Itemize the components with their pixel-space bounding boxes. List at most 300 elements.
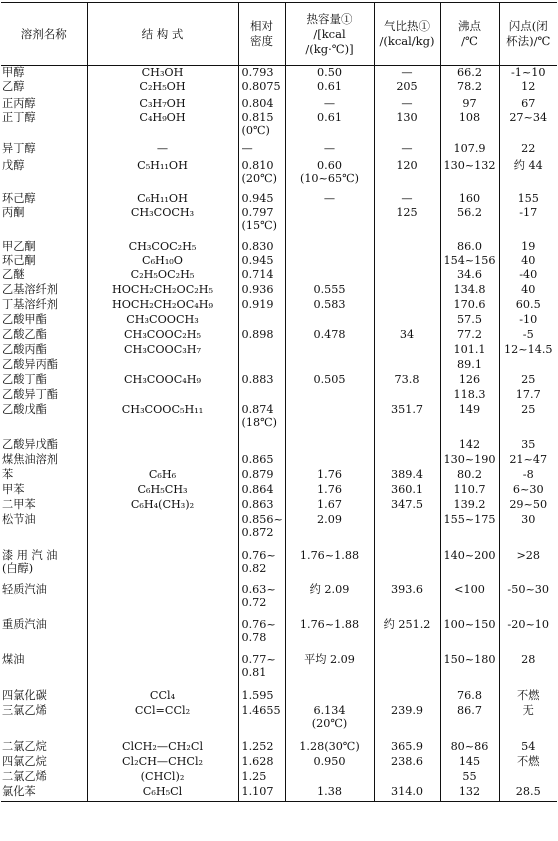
- cell-boiling-point: 170.6: [440, 298, 499, 313]
- cell-boiling-point: 155~175: [440, 513, 499, 549]
- cell-boiling-point: 139.2: [440, 498, 499, 513]
- cell-relative-density: 0.898: [238, 328, 285, 343]
- cell-vapor-specific-heat: 34: [374, 328, 440, 343]
- cell-flash-point: [499, 770, 557, 785]
- table-row: [1, 298, 557, 313]
- cell-vapor-specific-heat: 205: [374, 80, 440, 97]
- table-row: [1, 689, 557, 704]
- cell-heat-capacity: 1.76~1.88: [285, 618, 374, 653]
- cell-solvent-name: 异丁醇: [2, 141, 36, 155]
- cell-relative-density: 0.856~ 0.872: [238, 513, 285, 549]
- cell-boiling-point: 78.2: [440, 80, 499, 97]
- cell-boiling-point: <100: [440, 583, 499, 618]
- solvent-property-table-page: [1, 2, 557, 836]
- cell-boiling-point: 107.9: [440, 142, 499, 159]
- header-boiling-point: 沸点 /℃: [440, 3, 499, 66]
- cell-solvent-name: 戊醇: [2, 158, 25, 172]
- table-row: [1, 142, 557, 159]
- cell-boiling-point: 77.2: [440, 328, 499, 343]
- table-row: [1, 549, 557, 583]
- cell-boiling-point: 150~180: [440, 653, 499, 689]
- header-structural-formula: 结 构 式: [87, 3, 238, 66]
- cell-solvent-name: 乙酸异丁酯: [2, 387, 58, 401]
- cell-relative-density: 0.879: [238, 468, 285, 483]
- cell-heat-capacity: 平均 2.09: [285, 653, 374, 689]
- cell-boiling-point: 126: [440, 373, 499, 388]
- table-row: [1, 388, 557, 403]
- cell-structural-formula: HOCH₂CH₂OC₄H₉: [87, 298, 238, 313]
- table-row: [1, 704, 557, 740]
- cell-relative-density: 0.815 (0℃): [238, 111, 285, 142]
- table-row: [1, 111, 557, 142]
- cell-solvent-name: 四氯化碳: [2, 688, 47, 702]
- cell-flash-point: 约 44: [499, 159, 557, 192]
- cell-heat-capacity: 0.505: [285, 373, 374, 388]
- cell-vapor-specific-heat: 393.6: [374, 583, 440, 618]
- table-row: [1, 66, 557, 80]
- cell-relative-density: 0.63~ 0.72: [238, 583, 285, 618]
- cell-structural-formula: [87, 453, 238, 468]
- cell-structural-formula: C₆H₅Cl: [87, 785, 238, 802]
- table-row: [1, 268, 557, 283]
- cell-structural-formula: C₆H₅CH₃: [87, 483, 238, 498]
- cell-boiling-point: 34.6: [440, 268, 499, 283]
- cell-solvent-name: 甲苯: [2, 482, 25, 496]
- cell-solvent-name: 苯: [2, 467, 14, 481]
- cell-heat-capacity: [285, 268, 374, 283]
- cell-vapor-specific-heat: [374, 770, 440, 785]
- cell-flash-point: 28: [499, 653, 557, 689]
- table-row: [1, 373, 557, 388]
- cell-flash-point: 12: [499, 80, 557, 97]
- cell-flash-point: -17: [499, 206, 557, 240]
- cell-vapor-specific-heat: [374, 298, 440, 313]
- cell-heat-capacity: [285, 358, 374, 373]
- cell-relative-density: 1.628: [238, 755, 285, 770]
- cell-vapor-specific-heat: 约 251.2: [374, 618, 440, 653]
- cell-heat-capacity: [285, 689, 374, 704]
- cell-heat-capacity: —: [285, 142, 374, 159]
- cell-flash-point: 35: [499, 438, 557, 453]
- cell-structural-formula: [87, 388, 238, 403]
- cell-flash-point: 22: [499, 142, 557, 159]
- header-vapor-specific-heat: 气比热① /(kcal/kg): [374, 3, 440, 66]
- cell-structural-formula: Cl₂CH—CHCl₂: [87, 755, 238, 770]
- cell-structural-formula: C₄H₉OH: [87, 111, 238, 142]
- cell-relative-density: [238, 313, 285, 328]
- cell-vapor-specific-heat: —: [374, 66, 440, 80]
- cell-boiling-point: 56.2: [440, 206, 499, 240]
- cell-structural-formula: CH₃COOC₄H₉: [87, 373, 238, 388]
- cell-boiling-point: 86.7: [440, 704, 499, 740]
- cell-vapor-specific-heat: 314.0: [374, 785, 440, 802]
- cell-solvent-name: 乙酸戊酯: [2, 402, 47, 416]
- cell-relative-density: 0.830: [238, 240, 285, 254]
- header-relative-density: 相对 密度: [238, 3, 285, 66]
- cell-flash-point: 12~14.5: [499, 343, 557, 358]
- cell-solvent-name: 乙酸异戊酯: [2, 437, 58, 451]
- cell-flash-point: -40: [499, 268, 557, 283]
- cell-boiling-point: 57.5: [440, 313, 499, 328]
- cell-structural-formula: C₃H₇OH: [87, 97, 238, 111]
- cell-heat-capacity: 1.38: [285, 785, 374, 802]
- cell-vapor-specific-heat: [374, 653, 440, 689]
- cell-relative-density: [238, 388, 285, 403]
- cell-boiling-point: 118.3: [440, 388, 499, 403]
- cell-flash-point: 28.5: [499, 785, 557, 802]
- cell-relative-density: 0.76~ 0.78: [238, 618, 285, 653]
- cell-solvent-name: 乙酸丙酯: [2, 342, 47, 356]
- cell-flash-point: -10: [499, 313, 557, 328]
- table-row: [1, 438, 557, 453]
- cell-flash-point: 6~30: [499, 483, 557, 498]
- cell-structural-formula: [87, 358, 238, 373]
- header-heat-capacity: 热容量① /[kcal /(kg·℃)]: [285, 3, 374, 66]
- cell-solvent-name: 丙酮: [2, 205, 25, 219]
- cell-structural-formula: C₂H₅OH: [87, 80, 238, 97]
- cell-relative-density: 0.864: [238, 483, 285, 498]
- table-row: [1, 254, 557, 268]
- cell-boiling-point: 154~156: [440, 254, 499, 268]
- cell-flash-point: >28: [499, 549, 557, 583]
- cell-solvent-name: 乙醇: [2, 79, 25, 93]
- cell-relative-density: 0.77~ 0.81: [238, 653, 285, 689]
- cell-heat-capacity: [285, 770, 374, 785]
- cell-vapor-specific-heat: —: [374, 97, 440, 111]
- cell-structural-formula: [87, 618, 238, 653]
- cell-solvent-name: 煤油: [2, 652, 25, 666]
- cell-boiling-point: 89.1: [440, 358, 499, 373]
- cell-relative-density: 0.804: [238, 97, 285, 111]
- cell-vapor-specific-heat: [374, 283, 440, 298]
- cell-solvent-name: 煤焦油溶剂: [2, 452, 58, 466]
- cell-vapor-specific-heat: 238.6: [374, 755, 440, 770]
- cell-vapor-specific-heat: 125: [374, 206, 440, 240]
- table-row: [1, 343, 557, 358]
- cell-relative-density: 0.714: [238, 268, 285, 283]
- cell-relative-density: 0.76~ 0.82: [238, 549, 285, 583]
- cell-relative-density: 0.919: [238, 298, 285, 313]
- cell-solvent-name: 乙酸异丙酯: [2, 357, 58, 371]
- table-row: [1, 403, 557, 438]
- cell-solvent-name: 三氯乙烯: [2, 703, 47, 717]
- cell-heat-capacity: 0.555: [285, 283, 374, 298]
- cell-boiling-point: 66.2: [440, 66, 499, 80]
- cell-structural-formula: CH₃COOCH₃: [87, 313, 238, 328]
- cell-heat-capacity: 0.583: [285, 298, 374, 313]
- cell-heat-capacity: —: [285, 192, 374, 206]
- cell-vapor-specific-heat: [374, 254, 440, 268]
- cell-structural-formula: CCl=CCl₂: [87, 704, 238, 740]
- cell-solvent-name: 漆 用 汽 油 (白醇): [2, 548, 58, 576]
- cell-structural-formula: CH₃COOC₂H₅: [87, 328, 238, 343]
- table-row: [1, 206, 557, 240]
- cell-flash-point: 40: [499, 254, 557, 268]
- cell-flash-point: 25: [499, 403, 557, 438]
- cell-vapor-specific-heat: 351.7: [374, 403, 440, 438]
- cell-structural-formula: [87, 549, 238, 583]
- table-row: [1, 653, 557, 689]
- table-body: [1, 66, 557, 802]
- cell-heat-capacity: [285, 240, 374, 254]
- cell-boiling-point: 134.8: [440, 283, 499, 298]
- cell-boiling-point: 97: [440, 97, 499, 111]
- table-row: [1, 192, 557, 206]
- cell-solvent-name: 乙基溶纤剂: [2, 282, 58, 296]
- table-row: [1, 483, 557, 498]
- cell-heat-capacity: 0.950: [285, 755, 374, 770]
- table-row: [1, 313, 557, 328]
- table-row: [1, 498, 557, 513]
- cell-boiling-point: 145: [440, 755, 499, 770]
- table-row: [1, 785, 557, 802]
- cell-solvent-name: 二氯乙烷: [2, 739, 47, 753]
- table-row: [1, 740, 557, 755]
- cell-solvent-name: 乙醚: [2, 267, 25, 281]
- cell-solvent-name: 甲醇: [2, 66, 25, 79]
- table-row: [1, 513, 557, 549]
- cell-structural-formula: CH₃COC₂H₅: [87, 240, 238, 254]
- cell-flash-point: -1~10: [499, 66, 557, 80]
- cell-boiling-point: 130~190: [440, 453, 499, 468]
- cell-vapor-specific-heat: —: [374, 142, 440, 159]
- cell-structural-formula: HOCH₂CH₂OC₂H₅: [87, 283, 238, 298]
- cell-flash-point: 155: [499, 192, 557, 206]
- cell-structural-formula: [87, 513, 238, 549]
- cell-heat-capacity: 1.76~1.88: [285, 549, 374, 583]
- header-flash-point: 闪点(闭 杯法)/℃: [499, 3, 557, 66]
- cell-vapor-specific-heat: [374, 513, 440, 549]
- cell-flash-point: 不燃: [499, 755, 557, 770]
- cell-structural-formula: [87, 653, 238, 689]
- cell-boiling-point: 55: [440, 770, 499, 785]
- cell-flash-point: 60.5: [499, 298, 557, 313]
- table-row: [1, 283, 557, 298]
- cell-flash-point: 21~47: [499, 453, 557, 468]
- cell-heat-capacity: 0.478: [285, 328, 374, 343]
- cell-boiling-point: 100~150: [440, 618, 499, 653]
- cell-boiling-point: 76.8: [440, 689, 499, 704]
- cell-heat-capacity: [285, 388, 374, 403]
- cell-relative-density: [238, 343, 285, 358]
- cell-vapor-specific-heat: 365.9: [374, 740, 440, 755]
- cell-solvent-name: 甲乙酮: [2, 239, 36, 253]
- cell-flash-point: 17.7: [499, 388, 557, 403]
- cell-solvent-name: 重质汽油: [2, 617, 47, 631]
- table-row: [1, 240, 557, 254]
- cell-vapor-specific-heat: [374, 388, 440, 403]
- table-row: [1, 328, 557, 343]
- cell-structural-formula: C₆H₁₁OH: [87, 192, 238, 206]
- cell-structural-formula: CCl₄: [87, 689, 238, 704]
- cell-boiling-point: 149: [440, 403, 499, 438]
- cell-solvent-name: 丁基溶纤剂: [2, 297, 58, 311]
- cell-boiling-point: 108: [440, 111, 499, 142]
- cell-structural-formula: C₂H₅OC₂H₅: [87, 268, 238, 283]
- cell-vapor-specific-heat: [374, 313, 440, 328]
- cell-solvent-name: 二甲苯: [2, 497, 36, 511]
- cell-solvent-name: 松节油: [2, 512, 36, 526]
- cell-vapor-specific-heat: 73.8: [374, 373, 440, 388]
- cell-flash-point: 不燃: [499, 689, 557, 704]
- cell-structural-formula: C₆H₁₀O: [87, 254, 238, 268]
- cell-relative-density: 0.874 (18℃): [238, 403, 285, 438]
- cell-heat-capacity: [285, 254, 374, 268]
- cell-solvent-name: 正丁醇: [2, 110, 36, 124]
- cell-vapor-specific-heat: 130: [374, 111, 440, 142]
- cell-relative-density: —: [238, 142, 285, 159]
- cell-flash-point: 19: [499, 240, 557, 254]
- cell-relative-density: 0.797 (15℃): [238, 206, 285, 240]
- table-row: [1, 770, 557, 785]
- cell-heat-capacity: [285, 403, 374, 438]
- cell-structural-formula: C₆H₆: [87, 468, 238, 483]
- cell-flash-point: 40: [499, 283, 557, 298]
- cell-heat-capacity: [285, 438, 374, 453]
- cell-relative-density: 0.945: [238, 254, 285, 268]
- cell-boiling-point: 142: [440, 438, 499, 453]
- cell-vapor-specific-heat: [374, 549, 440, 583]
- cell-vapor-specific-heat: 120: [374, 159, 440, 192]
- cell-structural-formula: [87, 583, 238, 618]
- cell-heat-capacity: 约 2.09: [285, 583, 374, 618]
- cell-structural-formula: —: [87, 142, 238, 159]
- cell-structural-formula: C₅H₁₁OH: [87, 159, 238, 192]
- table-row: [1, 755, 557, 770]
- cell-structural-formula: CH₃COOC₃H₇: [87, 343, 238, 358]
- cell-relative-density: 0.810 (20℃): [238, 159, 285, 192]
- cell-relative-density: 0.945: [238, 192, 285, 206]
- cell-vapor-specific-heat: [374, 343, 440, 358]
- cell-flash-point: 无: [499, 704, 557, 740]
- table-row: [1, 618, 557, 653]
- cell-heat-capacity: [285, 313, 374, 328]
- cell-flash-point: 29~50: [499, 498, 557, 513]
- table-row: [1, 80, 557, 97]
- cell-flash-point: [499, 358, 557, 373]
- table-row: [1, 358, 557, 373]
- cell-structural-formula: [87, 438, 238, 453]
- cell-vapor-specific-heat: 389.4: [374, 468, 440, 483]
- cell-structural-formula: (CHCl)₂: [87, 770, 238, 785]
- cell-vapor-specific-heat: [374, 240, 440, 254]
- cell-relative-density: 1.595: [238, 689, 285, 704]
- cell-flash-point: -5: [499, 328, 557, 343]
- cell-relative-density: 1.4655: [238, 704, 285, 740]
- cell-relative-density: 0.8075: [238, 80, 285, 97]
- cell-heat-capacity: 1.67: [285, 498, 374, 513]
- cell-flash-point: -8: [499, 468, 557, 483]
- cell-flash-point: 27~34: [499, 111, 557, 142]
- cell-heat-capacity: 0.50: [285, 66, 374, 80]
- header-solvent-name: 溶剂名称: [1, 3, 87, 66]
- cell-structural-formula: CH₃OH: [87, 66, 238, 80]
- cell-boiling-point: 86.0: [440, 240, 499, 254]
- cell-heat-capacity: 0.61: [285, 80, 374, 97]
- cell-solvent-name: 环己酮: [2, 253, 36, 267]
- table-row: [1, 583, 557, 618]
- cell-structural-formula: CH₃COCH₃: [87, 206, 238, 240]
- cell-boiling-point: 160: [440, 192, 499, 206]
- cell-boiling-point: 110.7: [440, 483, 499, 498]
- table-row: [1, 97, 557, 111]
- cell-relative-density: 1.25: [238, 770, 285, 785]
- cell-solvent-name: 二氯乙烯: [2, 769, 47, 783]
- cell-relative-density: 1.107: [238, 785, 285, 802]
- cell-vapor-specific-heat: [374, 358, 440, 373]
- cell-solvent-name: 氯化苯: [1, 785, 87, 802]
- header-row: [1, 3, 557, 66]
- solvent-property-table: [1, 2, 557, 802]
- cell-vapor-specific-heat: 347.5: [374, 498, 440, 513]
- cell-flash-point: 67: [499, 97, 557, 111]
- cell-relative-density: 1.252: [238, 740, 285, 755]
- cell-solvent-name: 乙酸乙酯: [2, 327, 47, 341]
- table-header: [1, 3, 557, 66]
- cell-boiling-point: 140~200: [440, 549, 499, 583]
- cell-boiling-point: 101.1: [440, 343, 499, 358]
- cell-relative-density: 0.883: [238, 373, 285, 388]
- cell-relative-density: 0.863: [238, 498, 285, 513]
- cell-boiling-point: 80.2: [440, 468, 499, 483]
- cell-boiling-point: 130~132: [440, 159, 499, 192]
- cell-vapor-specific-heat: 239.9: [374, 704, 440, 740]
- cell-flash-point: 30: [499, 513, 557, 549]
- cell-heat-capacity: 1.28(30℃): [285, 740, 374, 755]
- cell-solvent-name: 乙酸丁酯: [2, 372, 47, 386]
- cell-heat-capacity: 0.61: [285, 111, 374, 142]
- cell-flash-point: -50~30: [499, 583, 557, 618]
- cell-boiling-point: 80~86: [440, 740, 499, 755]
- cell-vapor-specific-heat: [374, 438, 440, 453]
- cell-heat-capacity: 0.60 (10~65℃): [285, 159, 374, 192]
- cell-relative-density: 0.936: [238, 283, 285, 298]
- cell-flash-point: 25: [499, 373, 557, 388]
- cell-flash-point: -20~10: [499, 618, 557, 653]
- cell-vapor-specific-heat: [374, 453, 440, 468]
- cell-heat-capacity: —: [285, 97, 374, 111]
- cell-relative-density: 0.865: [238, 453, 285, 468]
- cell-heat-capacity: [285, 343, 374, 358]
- cell-heat-capacity: 1.76: [285, 483, 374, 498]
- cell-structural-formula: ClCH₂—CH₂Cl: [87, 740, 238, 755]
- cell-solvent-name: 正丙醇: [2, 96, 36, 110]
- cell-relative-density: [238, 438, 285, 453]
- cell-relative-density: [238, 358, 285, 373]
- cell-structural-formula: C₆H₄(CH₃)₂: [87, 498, 238, 513]
- cell-solvent-name: 四氯乙烷: [2, 754, 47, 768]
- cell-relative-density: 0.793: [238, 66, 285, 80]
- table-row: [1, 453, 557, 468]
- cell-structural-formula: CH₃COOC₅H₁₁: [87, 403, 238, 438]
- cell-heat-capacity: 6.134 (20℃): [285, 704, 374, 740]
- cell-heat-capacity: 2.09: [285, 513, 374, 549]
- table-row: [1, 159, 557, 192]
- cell-flash-point: 54: [499, 740, 557, 755]
- cell-boiling-point: 132: [440, 785, 499, 802]
- cell-heat-capacity: [285, 453, 374, 468]
- cell-solvent-name: 轻质汽油: [2, 582, 47, 596]
- table-row: [1, 468, 557, 483]
- cell-vapor-specific-heat: 360.1: [374, 483, 440, 498]
- cell-solvent-name: 环己醇: [2, 191, 36, 205]
- cell-vapor-specific-heat: —: [374, 192, 440, 206]
- cell-heat-capacity: [285, 206, 374, 240]
- cell-heat-capacity: 1.76: [285, 468, 374, 483]
- cell-vapor-specific-heat: [374, 268, 440, 283]
- cell-solvent-name: 乙酸甲酯: [2, 312, 47, 326]
- cell-vapor-specific-heat: [374, 689, 440, 704]
